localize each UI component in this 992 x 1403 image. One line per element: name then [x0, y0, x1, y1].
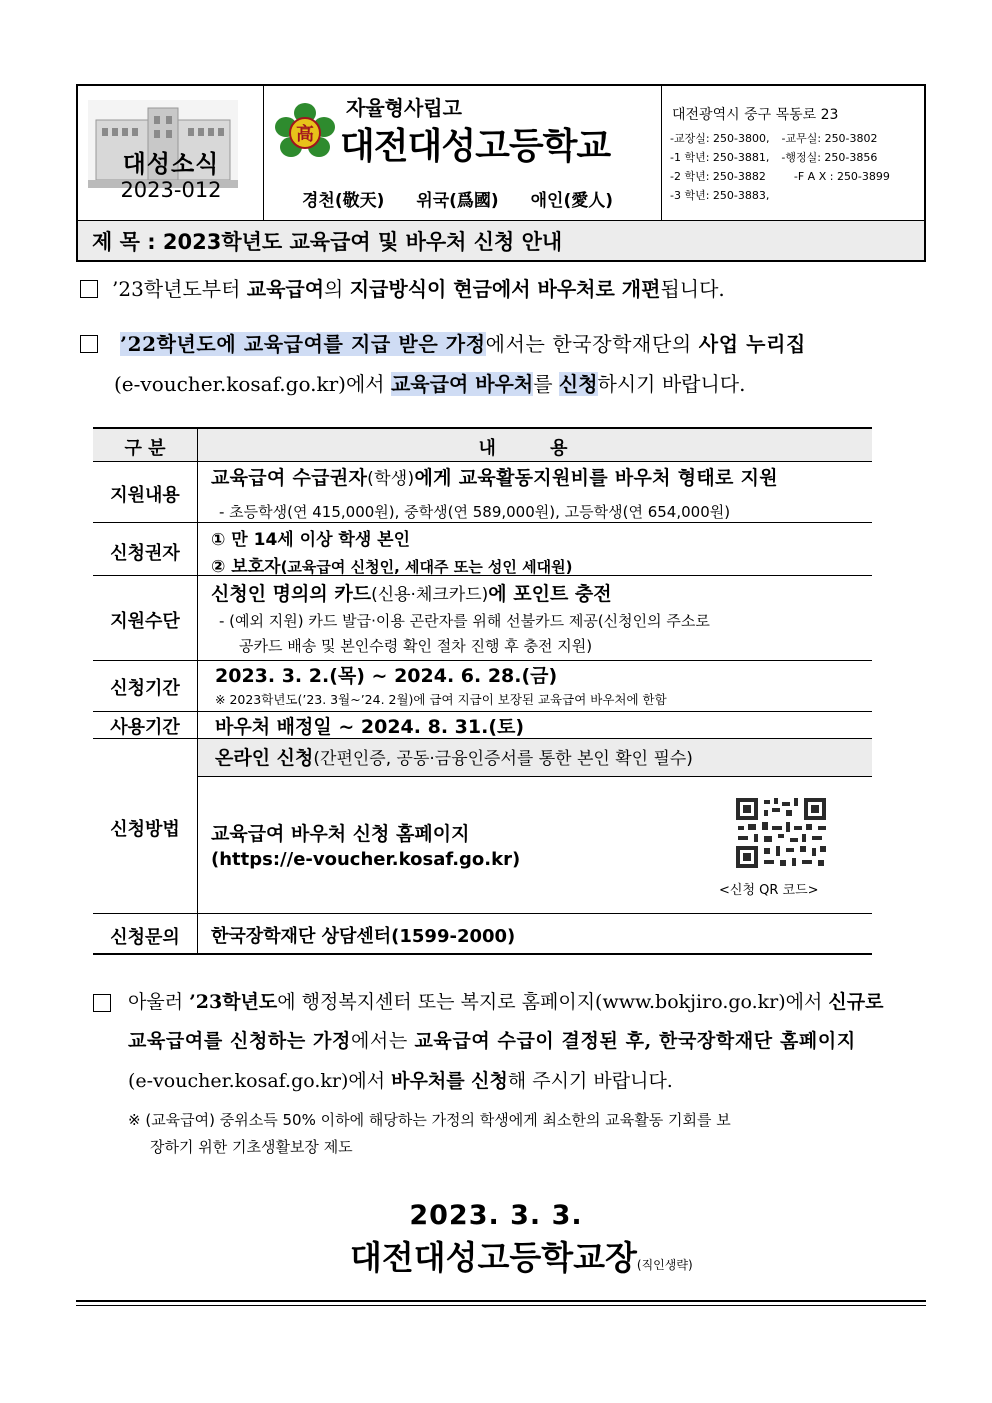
- school-address: 대전광역시 중구 목동로 23: [672, 107, 839, 123]
- subject-bar: [78, 220, 924, 260]
- support-main: 교육급여 수급권자(학생)에게 교육활동지원비를 바우처 형태로 지원: [211, 467, 778, 489]
- paragraph-3-line-1: 아울러 ’23학년도에 행정복지센터 또는 복지로 홈페이지(www.bokjiro.go.kr)에서 신규로: [128, 991, 884, 1013]
- method-homepage: 교육급여 바우처 신청 홈페이지: [211, 823, 470, 845]
- paragraph-2-line-1: ’22학년도에 교육급여를 지급 받은 가정에서는 한국장학재단의 사업 누리집: [120, 332, 806, 356]
- row-label-inquiry: 신청문의: [110, 927, 180, 948]
- inquiry-main: 한국장학재단 상담센터(1599-2000): [211, 926, 516, 947]
- bullet-box-icon: [93, 994, 111, 1012]
- row-label-period: 신청기간: [110, 678, 180, 699]
- contact-line: -3 학년: 250-3883,: [670, 189, 770, 202]
- table-header-content: 내 용: [478, 438, 592, 459]
- school-name: 대전대성고등학교: [340, 126, 611, 167]
- paragraph-3-line-2: 교육급여를 신청하는 가정에서는 교육급여 수급이 결정된 후, 한국장학재단 홈페이지: [128, 1030, 856, 1052]
- school-identity: [264, 86, 662, 220]
- motto-2: 위국(爲國): [416, 191, 499, 211]
- footnote-line-2: 장하기 위한 기초생활보장 제도: [150, 1138, 353, 1156]
- voucher-info-table: [93, 427, 872, 955]
- means-detail-2: 공카드 배송 및 본인수령 확인 절차 진행 후 충전 지원): [239, 637, 593, 655]
- motto-3: 애인(愛人): [530, 191, 614, 211]
- paragraph-3-line-3: (e-voucher.kosaf.go.kr)에서 바우처를 신청해 주시기 바랍니다.: [128, 1070, 673, 1092]
- subject-title: 제 목 : 2023학년도 교육급여 및 바우처 신청 안내: [92, 230, 563, 254]
- means-main: 신청인 명의의 카드(신용·체크카드)에 포인트 충전: [211, 583, 612, 605]
- footer-rule: [76, 1300, 926, 1302]
- support-detail: - 초등학생(연 415,000원), 중학생(연 589,000원), 고등학생(연 654,000원): [219, 503, 731, 521]
- method-url[interactable]: (https://e-voucher.kosaf.go.kr): [211, 849, 521, 870]
- contact-line: -교장실: 250-3800, -교무실: 250-3802: [670, 132, 878, 145]
- contact-line: -1 학년: 250-3881, -행정실: 250-3856: [670, 151, 878, 164]
- footer-rule: [76, 1305, 926, 1306]
- row-label-support: 지원내용: [110, 485, 180, 506]
- paragraph-2-line-2: (e-voucher.kosaf.go.kr)에서 교육급여 바우처를 신청하시기 바랍니다.: [114, 372, 746, 396]
- issue-date: 2023. 3. 3.: [409, 1200, 583, 1231]
- paragraph-1: ’23학년도부터 교육급여의 지급방식이 현금에서 바우처로 개편됩니다.: [112, 277, 725, 301]
- row-label-usage: 사용기간: [110, 717, 180, 738]
- row-label-applicant: 신청권자: [110, 543, 180, 564]
- period-note: ※ 2023학년도(’23. 3월~’24. 2월)에 급여 지급이 보장된 교육급여 바우처에 한함: [215, 692, 667, 707]
- school-type: 자율형사립고: [346, 96, 462, 120]
- newsletter-title: 대성소식: [122, 150, 220, 178]
- principal-signature: 대전대성고등학교장(직인생략): [350, 1238, 693, 1277]
- means-detail-1: - (예외 지원) 카드 발급·이용 곤란자를 위해 선불카드 제공(신청인의 주소로: [219, 612, 710, 630]
- period-main: 2023. 3. 2.(목) ~ 2024. 6. 28.(금): [215, 665, 558, 687]
- applicant-line-1: ① 만 14세 이상 학생 본인: [211, 530, 411, 550]
- newsletter-number: 2023-012: [120, 178, 222, 202]
- school-emblem-icon: [274, 102, 336, 164]
- bullet-box-icon: [80, 280, 98, 298]
- applicant-line-2: ② 보호자(교육급여 신청인, 세대주 또는 성인 세대원): [211, 557, 573, 577]
- motto-1: 경천(敬天): [302, 191, 385, 211]
- school-contact: [662, 86, 924, 220]
- qr-caption: <신청 QR 코드>: [719, 883, 819, 898]
- row-label-method: 신청방법: [110, 819, 180, 840]
- seal-note: (직인생략): [636, 1258, 693, 1272]
- method-online: 온라인 신청(간편인증, 공동·금융인증서를 통한 본인 확인 필수): [215, 747, 693, 769]
- newsletter-badge: [78, 86, 264, 220]
- usage-main: 바우처 배정일 ~ 2024. 8. 31.(토): [215, 716, 525, 738]
- table-header-category: 구 분: [124, 438, 166, 459]
- row-label-means: 지원수단: [110, 611, 180, 632]
- contact-line: -2 학년: 250-3882 -F A X : 250-3899: [670, 170, 890, 183]
- letterhead: [76, 84, 926, 262]
- bullet-box-icon: [80, 335, 98, 353]
- emblem-char: 高: [296, 124, 314, 145]
- footnote-line-1: ※ (교육급여) 중위소득 50% 이하에 해당하는 가정의 학생에게 최소한의 교육활동 기회를 보: [128, 1111, 731, 1129]
- school-motto: [302, 186, 639, 211]
- qr-code-icon[interactable]: [734, 796, 828, 870]
